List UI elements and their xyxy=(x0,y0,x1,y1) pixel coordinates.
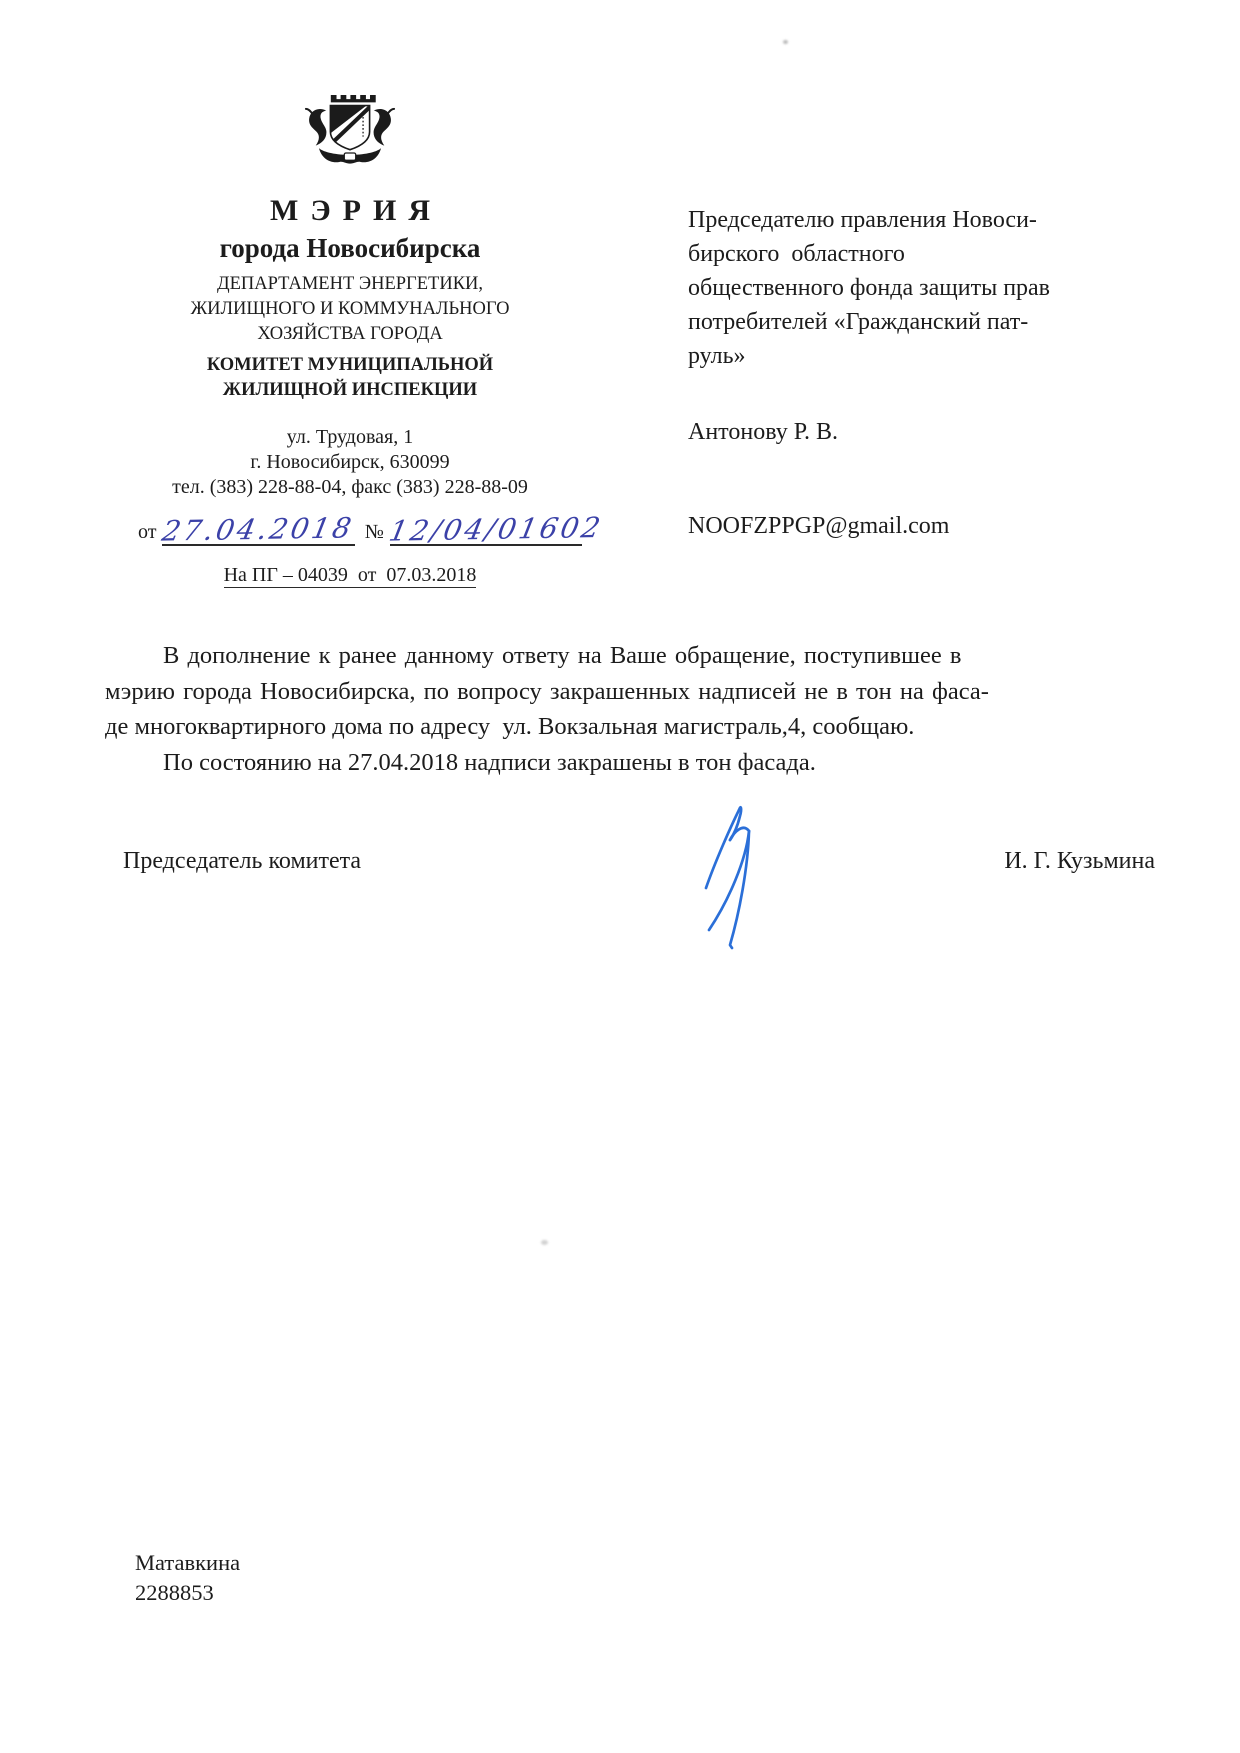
department-line: ЖИЛИЩНОГО И КОММУНАЛЬНОГО xyxy=(190,299,510,319)
handwritten-date: 27.04.2018 xyxy=(159,511,358,548)
committee-line: ЖИЛИЩНОЙ ИНСПЕКЦИИ xyxy=(222,380,478,400)
executor-phone: 2288853 xyxy=(135,1580,214,1605)
handwritten-signature xyxy=(693,796,757,956)
body-line: В дополнение к ранее данному ответу на Ваше обращение, поступившее в xyxy=(163,642,962,669)
recipient-name: Антонову Р. В. xyxy=(688,419,839,445)
number-field xyxy=(386,510,606,548)
date-label: от xyxy=(138,521,157,543)
recipient-line: Председателю правления Новоси- xyxy=(688,207,1037,233)
scan-artifact xyxy=(541,1240,548,1245)
executor-name: Матавкина xyxy=(135,1550,241,1575)
street-address: ул. Трудовая, 1 xyxy=(286,426,414,448)
body-line: де многоквартирного дома по адресу ул. Вокзальная магистраль,4, сообщаю. xyxy=(105,713,915,740)
signer-name: И. Г. Кузьмина xyxy=(1004,848,1155,874)
recipient-line: бирского областного xyxy=(688,241,905,267)
signer-position-title: Председатель комитета xyxy=(123,848,362,874)
letter-body xyxy=(105,638,1155,780)
executor-block xyxy=(135,1548,240,1608)
date-field xyxy=(159,510,358,548)
body-line: По состоянию на 27.04.2018 надписи закрашены в тон фасада. xyxy=(163,748,816,776)
body-line: мэрию города Новосибирска, по вопросу закрашенных надписей не в тон на фаса- xyxy=(105,677,989,705)
number-label: № xyxy=(364,521,384,543)
handwritten-number: 12/04/01602 xyxy=(386,510,606,548)
registration-row xyxy=(138,510,606,548)
recipient-line: потребителей «Гражданский пат- xyxy=(688,309,1029,335)
recipient-line: руль» xyxy=(688,343,746,369)
letterhead xyxy=(110,88,606,587)
department-line: ДЕПАРТАМЕНТ ЭНЕРГЕТИКИ, xyxy=(216,274,484,294)
recipient-email: NOOFZPPGP@gmail.com xyxy=(688,513,950,539)
recipient-block xyxy=(688,203,1128,543)
reference-text: На ПГ – 04039 от 07.03.2018 xyxy=(223,564,477,586)
phone-fax: тел. (383) 228-88-04, факс (383) 228-88-09 xyxy=(172,476,528,498)
committee-line: КОМИТЕТ МУНИЦИПАЛЬНОЙ xyxy=(206,355,494,375)
reference-line xyxy=(110,564,590,587)
contact-block xyxy=(110,425,590,500)
department-line: ХОЗЯЙСТВА ГОРОДА xyxy=(257,324,443,344)
recipient-line: общественного фонда защиты прав xyxy=(688,275,1051,301)
department-name xyxy=(110,272,590,347)
novosibirsk-coat-of-arms-icon xyxy=(301,88,399,182)
committee-name xyxy=(110,353,590,403)
org-title-city: города Новосибирска xyxy=(219,233,481,263)
city-postcode: г. Новосибирск, 630099 xyxy=(250,451,450,473)
scan-artifact xyxy=(783,40,788,44)
org-title-mayoralty: МЭРИЯ xyxy=(270,194,442,227)
